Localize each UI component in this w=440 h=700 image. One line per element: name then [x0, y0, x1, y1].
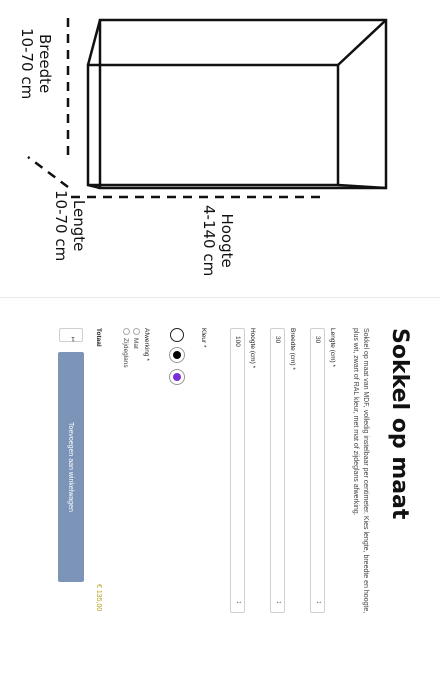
width-range: 10-70 cm: [18, 28, 36, 100]
finish-option-mat[interactable]: [132, 328, 140, 349]
color-label: Kleur *: [200, 328, 207, 348]
length-dimension-line: [28, 157, 68, 187]
quantity-stepper[interactable]: [59, 328, 83, 342]
length-dimension-label: [52, 190, 88, 261]
product-title: Sokkel op maat: [387, 328, 412, 520]
add-to-cart-button[interactable]: Toevoegen aan winkelwagen: [58, 352, 84, 582]
width-dimension-label: [18, 28, 54, 99]
swatch-black[interactable]: [170, 348, 184, 362]
height-dimension-label: [200, 205, 236, 276]
product-description: Sokkel op maat van MDF, volledig instelbaar per centimeter. Kies lengte, breedte en hoogte, plus wit, zwart of RAL kleur, met mat of zijdeglans afwerking.: [352, 328, 369, 614]
height-label: Hoogte: [218, 213, 236, 268]
box-back-face: [88, 65, 338, 185]
quantity-value: 1: [71, 335, 75, 342]
finish-label: Afwerking *: [143, 328, 150, 361]
finish-option-label: Mat: [132, 338, 139, 349]
dimension-diagram: [0, 0, 440, 292]
box-front-face: [100, 20, 386, 188]
chevron-updown-icon[interactable]: ↕: [275, 600, 282, 604]
width-field-label: Breedte (cm) *: [289, 328, 296, 370]
width-label: Breedte: [36, 34, 54, 94]
swatch-white[interactable]: [170, 328, 184, 342]
swatch-ral[interactable]: [170, 370, 184, 384]
length-label: Lengte: [70, 199, 88, 252]
box-edge: [88, 20, 100, 65]
width-field[interactable]: [270, 328, 285, 613]
chevron-updown-icon[interactable]: ↕: [235, 600, 242, 604]
radio-circle-icon[interactable]: [123, 328, 130, 335]
total-price: € 135,00: [95, 584, 102, 612]
width-value: 30: [274, 336, 281, 344]
finish-option-zijdeglans[interactable]: [122, 328, 130, 368]
finish-option-label: Zijdeglans: [122, 338, 129, 368]
height-value: 100: [234, 336, 241, 347]
product-configurator: [0, 310, 440, 700]
total-label: Totaal: [95, 328, 102, 347]
height-range: 4-140 cm: [200, 205, 218, 277]
box-edge: [338, 20, 386, 65]
section-divider: [0, 297, 440, 298]
chevron-updown-icon[interactable]: ↕: [315, 600, 322, 604]
length-field[interactable]: [310, 328, 325, 613]
height-field[interactable]: [230, 328, 245, 613]
height-field-label: Hoogte (cm) *: [249, 328, 256, 369]
length-value: 30: [314, 336, 321, 344]
radio-circle-icon[interactable]: [133, 328, 140, 335]
length-range: 10-70 cm: [52, 190, 70, 262]
length-field-label: Lengte (cm) *: [329, 328, 336, 368]
